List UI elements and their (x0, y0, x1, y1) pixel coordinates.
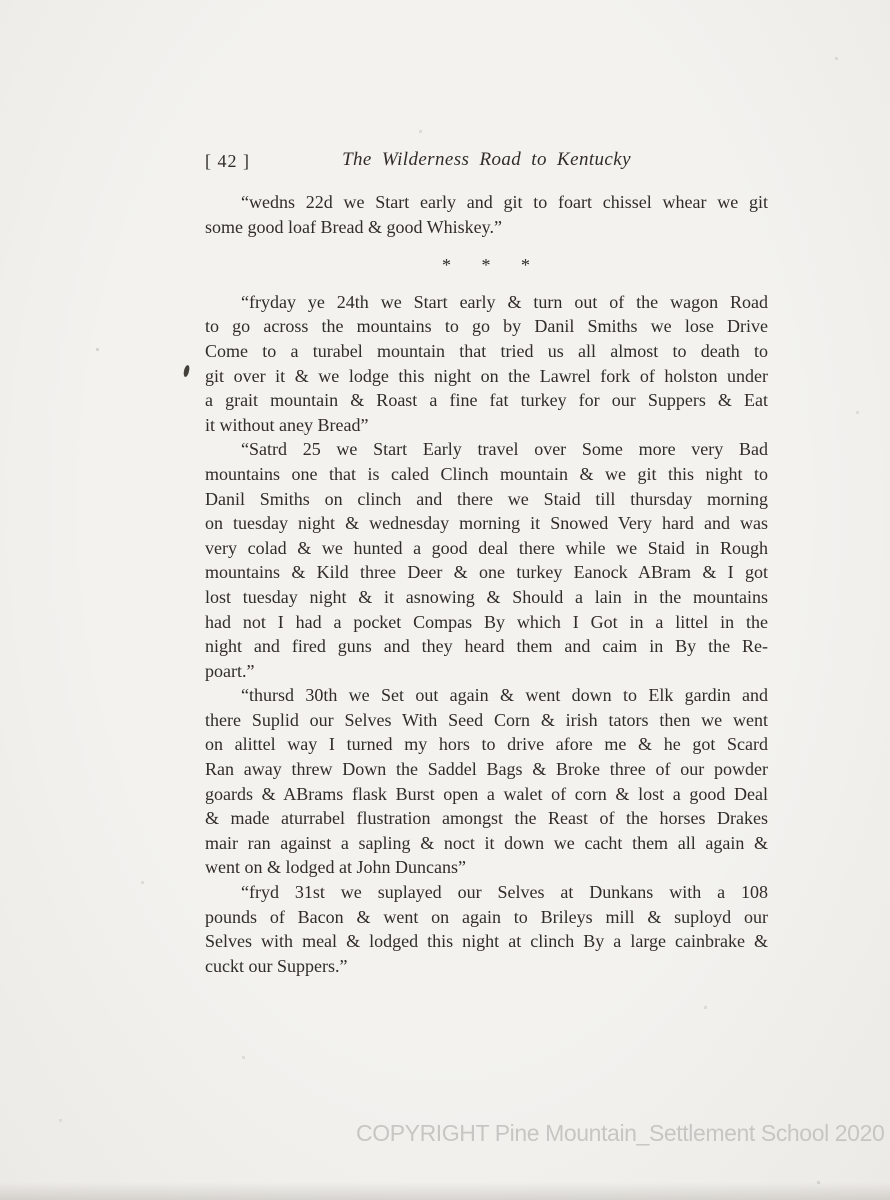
text-line: it without aney Bread” (205, 414, 369, 435)
text-line: some good loaf Bread & good Whiskey.” (205, 216, 502, 237)
text-line: went on & lodged at John Duncans” (205, 857, 466, 878)
text-line: Selves with meal & lodged this night at clinch By a large cainbrake & (205, 931, 768, 952)
ink-blemish (183, 365, 190, 378)
text-line: on alittel way I turned my hors to drive afore me & he got Scard (205, 734, 768, 755)
paragraph-4 (205, 683, 768, 880)
text-line: pounds of Bacon & went on again to Brileys mill & suployd our (205, 906, 768, 927)
text-line: “wedns 22d we Start early and git to foart chissel whear we git (241, 192, 768, 212)
text-line: lost tuesday night & it asnowing & Should a lain in the mountains (205, 586, 768, 607)
text-line: Ran away threw Down the Saddel Bags & Broke three of our powder (205, 759, 768, 780)
text-line: mair ran against a sapling & noct it down we cacht them all again & (205, 832, 768, 853)
paragraph-2 (205, 290, 768, 438)
text-line: mountains & Kild three Deer & one turkey Eanock ABram & I got (205, 562, 768, 583)
scan-edge-shadow (0, 1182, 890, 1200)
text-line: there Suplid our Selves With Seed Corn & irish tators then we went (205, 709, 768, 730)
text-line: “fryday ye 24th we Start early & turn out of the wagon Road (241, 291, 768, 312)
text-line: “fryd 31st we suplayed our Selves at Dunkans with a 108 (241, 882, 768, 903)
page-content (205, 148, 768, 978)
text-line: “thursd 30th we Set out again & went down to Elk gardin and (241, 685, 768, 706)
asterisk-separator: * * * (442, 255, 531, 276)
running-title: The Wilderness Road to Kentucky (342, 149, 631, 170)
page-header (205, 148, 768, 173)
text-line: on tuesday night & wednesday morning it Snowed Very hard and was (205, 513, 768, 534)
text-line: a grait mountain & Roast a fine fat turkey for our Suppers & Eat (205, 390, 768, 411)
text-line: & made aturrabel flustration amongst the Reast of the horses Drakes (205, 808, 768, 829)
paragraph-3 (205, 437, 768, 683)
text-line: Come to a turabel mountain that tried us all almost to death to (205, 340, 768, 361)
text-line: cuckt our Suppers.” (205, 955, 348, 976)
copyright-watermark: COPYRIGHT Pine Mountain_Settlement School 2020 (356, 1120, 885, 1146)
text-line: night and fired guns and they heard them and caim in By the Re- (205, 636, 768, 657)
paper-specks (0, 0, 1, 1)
paragraph-5 (205, 880, 768, 978)
text-line: goards & ABrams flask Burst open a walet of corn & lost a good Deal (205, 783, 768, 804)
text-line: Danil Smiths on clinch and there we Staid till thursday morning (205, 488, 768, 509)
text-line: very colad & we hunted a good deal there while we Staid in Rough (205, 537, 768, 558)
text-line: “Satrd 25 we Start Early travel over Some more very Bad (241, 439, 768, 460)
text-line: to go across the mountains to go by Danil Smiths we lose Drive (205, 316, 768, 337)
text-line: git over it & we lodge this night on the Lawrel fork of holston under (205, 365, 768, 386)
text-line: had not I had a pocket Compas By which I Got in a littel in the (205, 611, 768, 632)
page-number: [ 42 ] (205, 151, 250, 171)
text-line: mountains one that is caled Clinch mountain & we git this night to (205, 463, 768, 484)
text-line: poart.” (205, 660, 255, 681)
paragraph-1 (205, 190, 768, 239)
